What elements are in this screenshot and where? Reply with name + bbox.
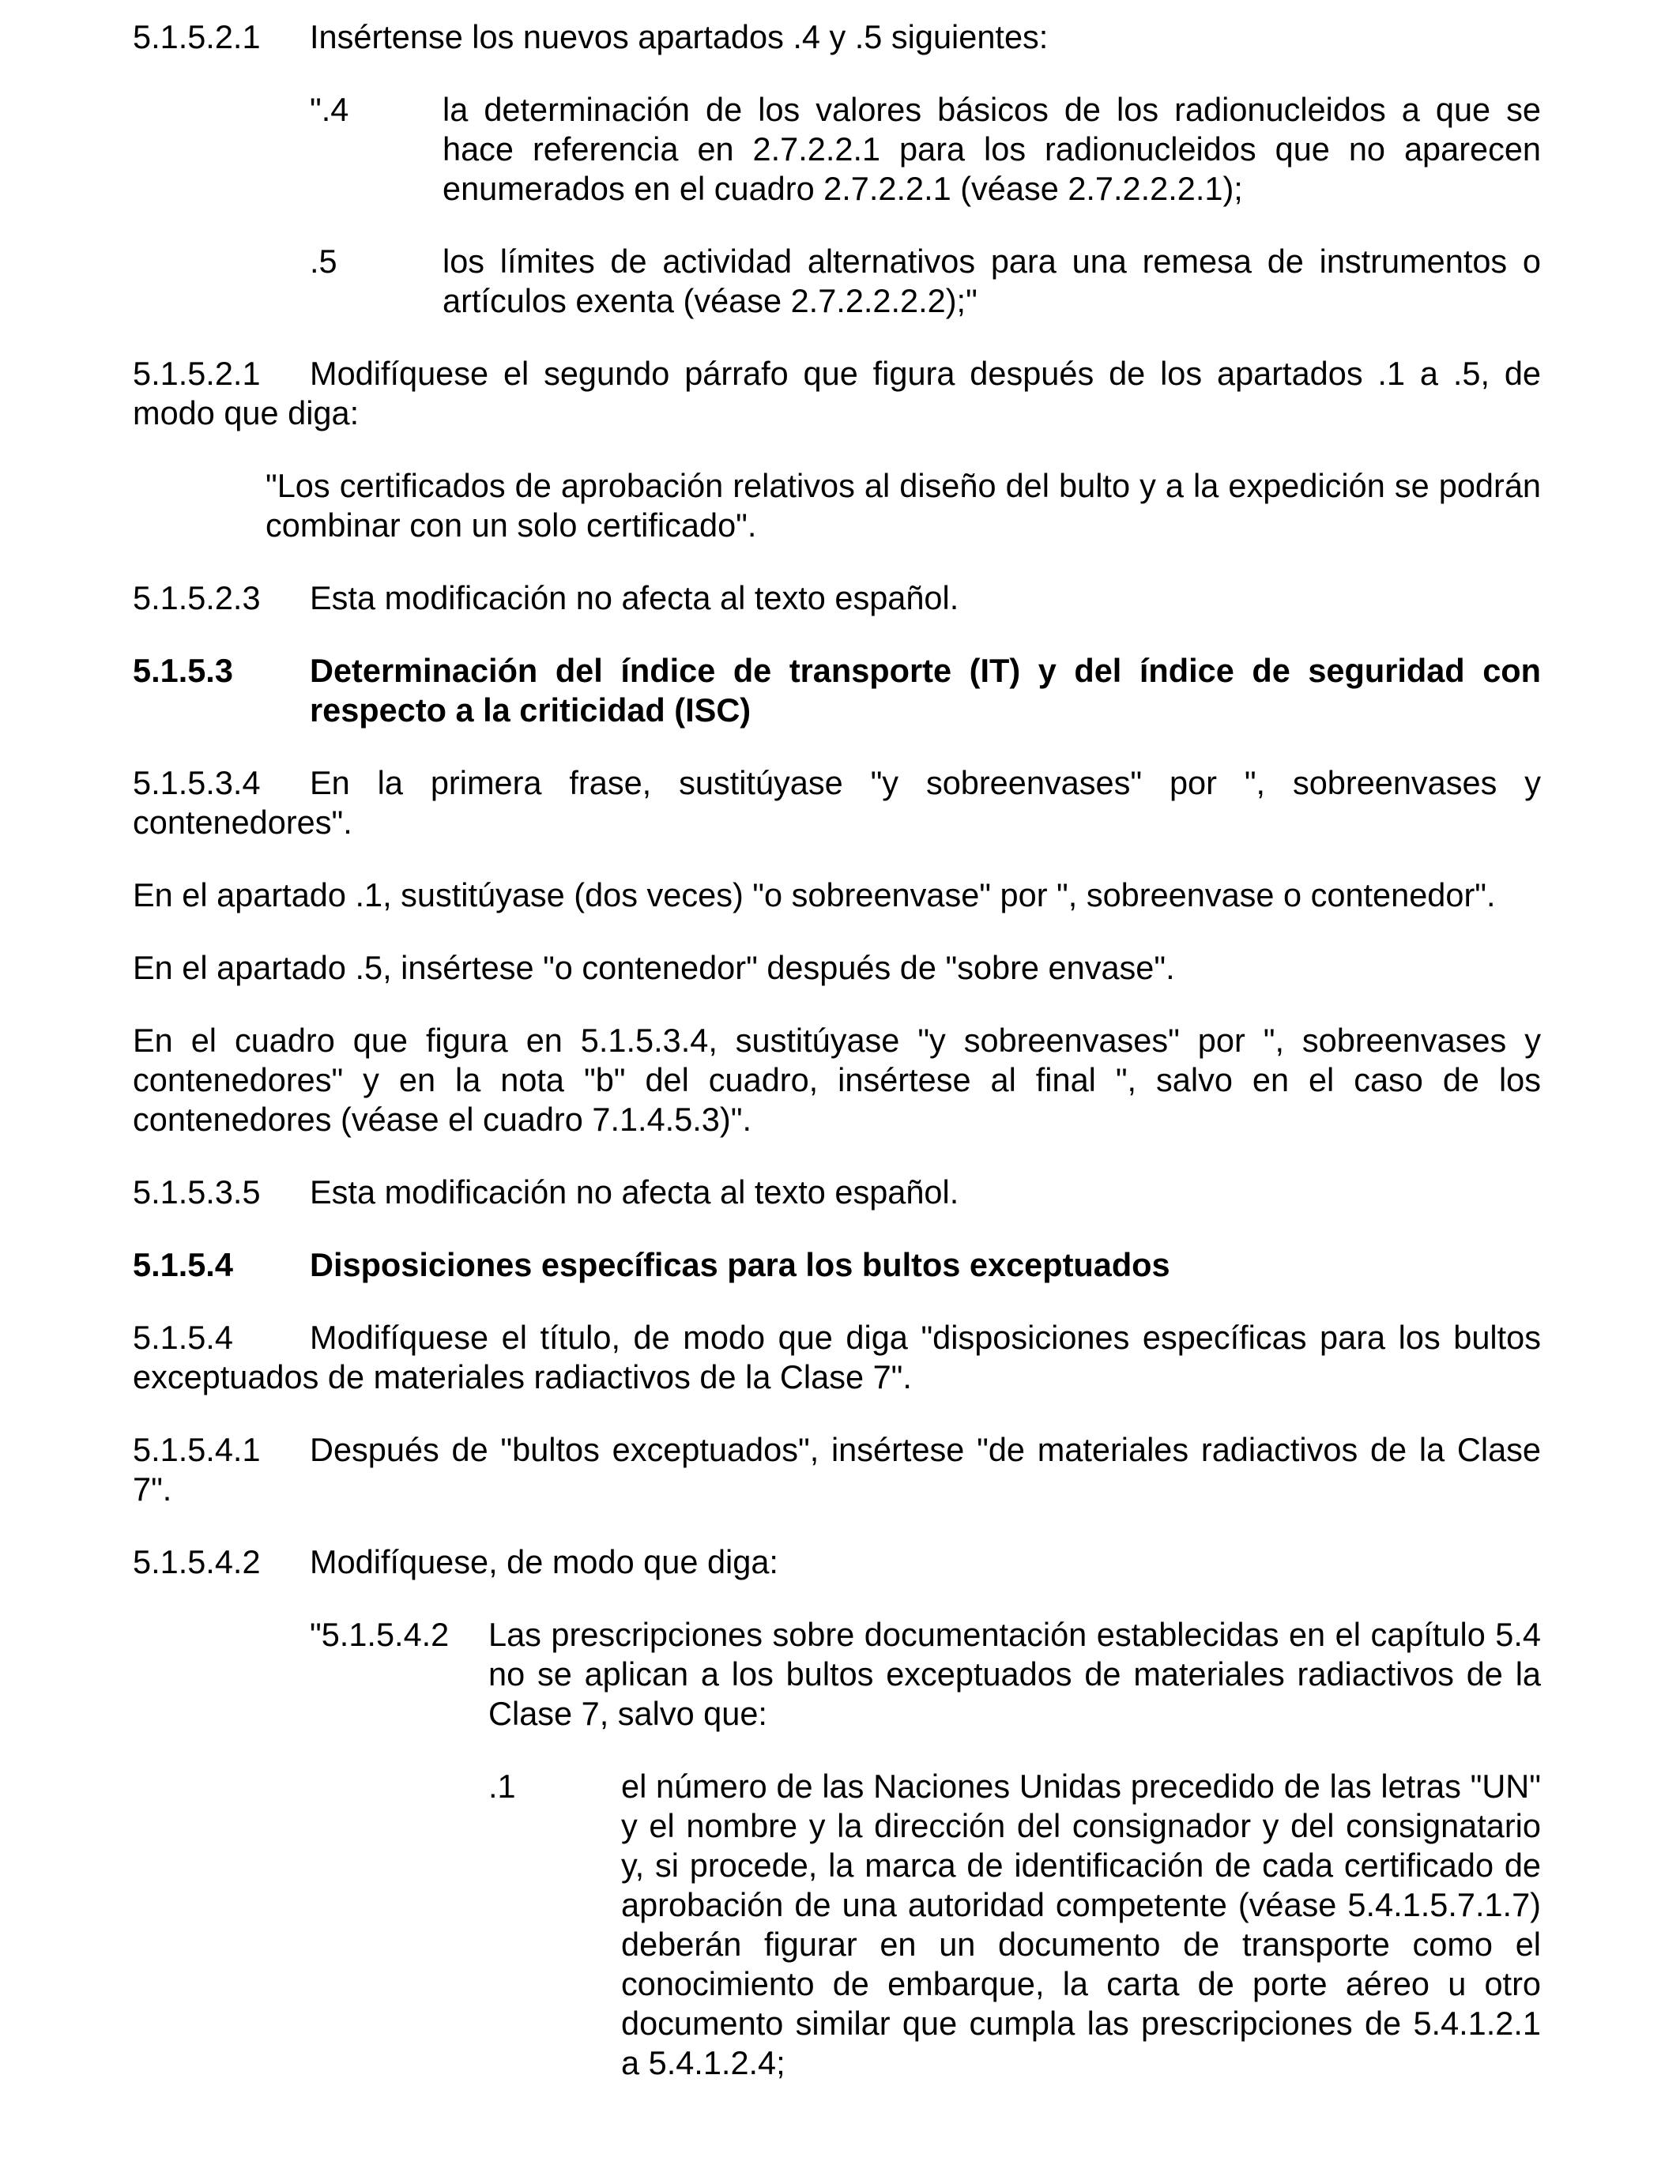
amendment-text: Esta modificación no afecta al texto español. — [310, 579, 959, 616]
subitem-label: .5 — [310, 243, 337, 280]
amendment-5-1-5-4-1 — [133, 1430, 1541, 1509]
amendment-5-1-5-2-1-b — [133, 354, 1541, 433]
amendment-5-1-5-3-4 — [133, 763, 1541, 842]
heading-number: 5.1.5.3 — [133, 652, 233, 689]
amendment-text: Modifíquese el segundo párrafo que figura después de los apartados .1 a .5, de modo que diga: — [133, 355, 1541, 431]
amendment-5-1-5-4 — [133, 1318, 1541, 1397]
heading-5-1-5-4 — [133, 1245, 1541, 1285]
paragraph-apartado-1: En el apartado .1, sustitúyase (dos veces) "o sobreenvase" por ", sobreenvase o contenedor". — [133, 876, 1496, 913]
amendment-text: Insértense los nuevos apartados .4 y .5 siguientes: — [310, 18, 1049, 55]
section-number: 5.1.5.2.1 — [133, 18, 261, 55]
heading-number: 5.1.5.4 — [133, 1246, 233, 1283]
amendment-text: Después de "bultos exceptuados", insértese "de materiales radiactivos de la Clase 7". — [133, 1431, 1541, 1508]
paragraph-cuadro: En el cuadro que figura en 5.1.5.3.4, sustitúyase "y sobreenvases" por ", sobreenvases y contenedores" y en la nota "b" del cuadro, insértese al final ", salvo en el caso de los contenedores (véase el cuadro 7.1.4.5.3)". — [133, 1022, 1541, 1138]
heading-text: Determinación del índice de transporte (IT) y del índice de seguridad con respecto a la criticidad (ISC) — [310, 652, 1541, 729]
section-number: 5.1.5.4.2 — [133, 1543, 261, 1580]
subitem-label: ".4 — [310, 91, 349, 128]
amendment-text: Modifíquese, de modo que diga: — [310, 1543, 778, 1580]
amendment-text: Esta modificación no afecta al texto español. — [310, 1173, 959, 1211]
provision-subitem-1 — [488, 1767, 1541, 2083]
provision-label: "5.1.5.4.2 — [310, 1616, 450, 1653]
document-page — [133, 17, 1541, 2083]
amendment-5-1-5-2-1-a — [133, 17, 1541, 57]
subitem-text: la determinación de los valores básicos de los radionucleidos a que se hace referencia en 2.7.2.2.1 para los radionucleidos que no aparecen enumerados en el cuadro 2.7.2.2.1 (véase 2.7.2.2.2.1); — [443, 91, 1541, 207]
section-number: 5.1.5.3.4 — [133, 764, 261, 801]
section-number: 5.1.5.2.1 — [133, 355, 261, 392]
quoted-provision-5-1-5-4-2 — [310, 1615, 1541, 1734]
section-number: 5.1.5.3.5 — [133, 1173, 261, 1211]
heading-text: Disposiciones específicas para los bultos exceptuados — [310, 1246, 1170, 1283]
heading-5-1-5-3 — [133, 651, 1541, 730]
amendment-5-1-5-4-2 — [133, 1542, 1541, 1582]
subitem-text: el número de las Naciones Unidas precedido de las letras "UN" y el nombre y la dirección del consignador y del consignatario y, si procede, la marca de identificación de cada certificado de aprobación de una autoridad competente (véase 5.4.1.5.7.1.7) deberán figurar en un documento de transporte como el conocimiento de embarque, la carta de porte aéreo u otro documento similar que cumpla las prescripciones de 5.4.1.2.1 a 5.4.1.2.4; — [621, 1768, 1541, 2081]
amendment-5-1-5-3-5 — [133, 1173, 1541, 1212]
amendment-text: En la primera frase, sustitúyase "y sobreenvases" por ", sobreenvases y contenedores". — [133, 764, 1541, 841]
amendment-5-1-5-2-3 — [133, 578, 1541, 618]
section-number: 5.1.5.2.3 — [133, 579, 261, 616]
subitem-label: .1 — [488, 1768, 516, 1805]
paragraph-apartado-5: En el apartado .5, insértese "o contenedor" después de "sobre envase". — [133, 949, 1175, 986]
section-number: 5.1.5.4 — [133, 1319, 233, 1356]
provision-text: Las prescripciones sobre documentación establecidas en el capítulo 5.4 no se aplican a los bultos exceptuados de materiales radiactivos de la Clase 7, salvo que: — [488, 1616, 1541, 1732]
section-number: 5.1.5.4.1 — [133, 1431, 261, 1468]
subitem-5 — [310, 242, 1541, 321]
quoted-paragraph: "Los certificados de aprobación relativos al diseño del bulto y a la expedición se podrán combinar con un solo certificado". — [266, 467, 1541, 544]
amendment-text: Modifíquese el título, de modo que diga "disposiciones específicas para los bultos exceptuados de materiales radiactivos de la Clase 7". — [133, 1319, 1541, 1395]
subitem-4 — [310, 90, 1541, 209]
subitem-text: los límites de actividad alternativos para una remesa de instrumentos o artículos exenta (véase 2.7.2.2.2.2);" — [443, 243, 1541, 319]
